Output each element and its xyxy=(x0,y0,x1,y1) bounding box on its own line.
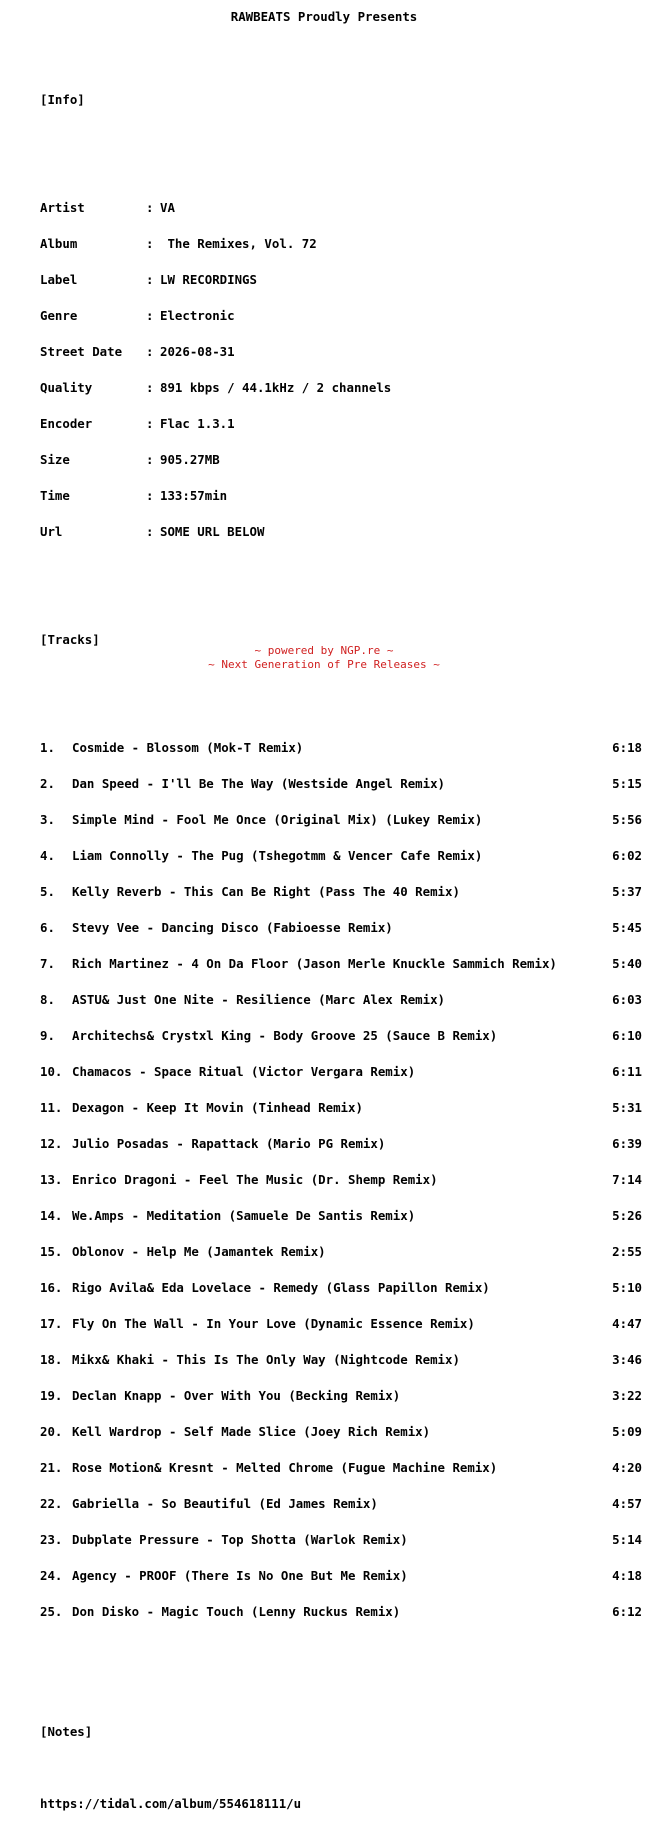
info-separator: : xyxy=(146,344,154,359)
track-row xyxy=(40,814,640,826)
track-length: 3:22 xyxy=(612,1388,642,1403)
info-key: Album xyxy=(40,236,78,251)
info-key: Genre xyxy=(40,308,78,323)
track-title: Chamacos - Space Ritual (Victor Vergara Remix) xyxy=(72,1064,416,1079)
track-length: 6:12 xyxy=(612,1604,642,1619)
track-length: 4:57 xyxy=(612,1496,642,1511)
notes-link[interactable]: https://tidal.com/album/554618111/u xyxy=(40,1796,302,1811)
info-row-encoder xyxy=(40,418,640,430)
track-number: 9. xyxy=(40,1028,55,1043)
track-length: 5:09 xyxy=(612,1424,642,1439)
track-number: 25. xyxy=(40,1604,63,1619)
footer-powered-by: ~ powered by NGP.re ~ xyxy=(254,644,394,657)
track-title: Fly On The Wall - In Your Love (Dynamic Essence Remix) xyxy=(72,1316,475,1331)
track-length: 2:55 xyxy=(612,1244,642,1259)
track-row xyxy=(40,1138,640,1150)
track-length: 6:18 xyxy=(612,740,642,755)
track-title: Oblonov - Help Me (Jamantek Remix) xyxy=(72,1244,326,1259)
info-heading: [Info] xyxy=(40,92,85,107)
track-length: 5:14 xyxy=(612,1532,642,1547)
info-key: Time xyxy=(40,488,70,503)
track-title: Kelly Reverb - This Can Be Right (Pass The 40 Remix) xyxy=(72,884,460,899)
track-row xyxy=(40,778,640,790)
info-value: 891 kbps / 44.1kHz / 2 channels xyxy=(160,380,392,395)
info-key: Encoder xyxy=(40,416,93,431)
track-length: 6:02 xyxy=(612,848,642,863)
track-length: 5:37 xyxy=(612,884,642,899)
track-row xyxy=(40,1390,640,1402)
track-title: Julio Posadas - Rapattack (Mario PG Remix) xyxy=(72,1136,386,1151)
track-row xyxy=(40,1462,640,1474)
footer-tagline: ~ Next Generation of Pre Releases ~ xyxy=(208,658,440,671)
track-title: Rigo Avila& Eda Lovelace - Remedy (Glass Papillon Remix) xyxy=(72,1280,490,1295)
info-value: VA xyxy=(160,200,175,215)
info-separator: : xyxy=(146,272,154,287)
track-title: Gabriella - So Beautiful (Ed James Remix) xyxy=(72,1496,378,1511)
info-key: Artist xyxy=(40,200,85,215)
track-number: 14. xyxy=(40,1208,63,1223)
info-key: Url xyxy=(40,524,63,539)
track-number: 3. xyxy=(40,812,55,827)
track-number: 19. xyxy=(40,1388,63,1403)
info-value: 133:57min xyxy=(160,488,228,503)
track-title: Rose Motion& Kresnt - Melted Chrome (Fugue Machine Remix) xyxy=(72,1460,498,1475)
info-key: Label xyxy=(40,272,78,287)
nfo-document xyxy=(40,10,640,1822)
track-length: 3:46 xyxy=(612,1352,642,1367)
track-length: 5:10 xyxy=(612,1280,642,1295)
track-number: 12. xyxy=(40,1136,63,1151)
track-row xyxy=(40,1498,640,1510)
track-title: ASTU& Just One Nite - Resilience (Marc Alex Remix) xyxy=(72,992,445,1007)
track-length: 5:26 xyxy=(612,1208,642,1223)
track-length: 6:11 xyxy=(612,1064,642,1079)
track-length: 5:15 xyxy=(612,776,642,791)
track-length: 6:10 xyxy=(612,1028,642,1043)
info-value: LW RECORDINGS xyxy=(160,272,257,287)
info-separator: : xyxy=(146,524,154,539)
track-length: 4:18 xyxy=(612,1568,642,1583)
info-separator: : xyxy=(146,200,154,215)
track-row xyxy=(40,1030,640,1042)
track-title: Declan Knapp - Over With You (Becking Remix) xyxy=(72,1388,401,1403)
track-number: 24. xyxy=(40,1568,63,1583)
info-key: Street Date xyxy=(40,344,123,359)
track-row xyxy=(40,1534,640,1546)
track-number: 20. xyxy=(40,1424,63,1439)
track-title: Dexagon - Keep It Movin (Tinhead Remix) xyxy=(72,1100,363,1115)
info-separator: : xyxy=(146,308,154,323)
track-number: 17. xyxy=(40,1316,63,1331)
info-separator: : xyxy=(146,236,154,251)
info-value: 2026-08-31 xyxy=(160,344,235,359)
track-number: 4. xyxy=(40,848,55,863)
track-title: Simple Mind - Fool Me Once (Original Mix) (Lukey Remix) xyxy=(72,812,483,827)
page-title: RAWBEATS Proudly Presents xyxy=(230,9,418,24)
info-key: Size xyxy=(40,452,70,467)
track-title: Stevy Vee - Dancing Disco (Fabioesse Remix) xyxy=(72,920,393,935)
track-title: Don Disko - Magic Touch (Lenny Ruckus Remix) xyxy=(72,1604,401,1619)
info-value: Electronic xyxy=(160,308,235,323)
info-row-artist xyxy=(40,202,640,214)
track-number: 7. xyxy=(40,956,55,971)
track-row xyxy=(40,1066,640,1078)
track-title: Cosmide - Blossom (Mok-T Remix) xyxy=(72,740,304,755)
track-number: 2. xyxy=(40,776,55,791)
info-row-size xyxy=(40,454,640,466)
info-separator: : xyxy=(146,452,154,467)
info-separator: : xyxy=(146,488,154,503)
track-row xyxy=(40,742,640,754)
track-row xyxy=(40,1570,640,1582)
track-title: Dubplate Pressure - Top Shotta (Warlok Remix) xyxy=(72,1532,408,1547)
track-row xyxy=(40,1318,640,1330)
track-row xyxy=(40,958,640,970)
track-title: Liam Connolly - The Pug (Tshegotmm & Vencer Cafe Remix) xyxy=(72,848,483,863)
info-row-quality xyxy=(40,382,640,394)
track-title: Mikx& Khaki - This Is The Only Way (Nightcode Remix) xyxy=(72,1352,460,1367)
track-row xyxy=(40,1174,640,1186)
track-title: We.Amps - Meditation (Samuele De Santis Remix) xyxy=(72,1208,416,1223)
track-title: Dan Speed - I'll Be The Way (Westside Angel Remix) xyxy=(72,776,445,791)
track-number: 8. xyxy=(40,992,55,1007)
track-number: 10. xyxy=(40,1064,63,1079)
track-number: 15. xyxy=(40,1244,63,1259)
track-title: Rich Martinez - 4 On Da Floor (Jason Merle Knuckle Sammich Remix) xyxy=(72,956,557,971)
track-number: 11. xyxy=(40,1100,63,1115)
track-row xyxy=(40,1246,640,1258)
track-row xyxy=(40,1210,640,1222)
info-row-url xyxy=(40,526,640,538)
info-value: The Remixes, Vol. 72 xyxy=(160,236,317,251)
track-title: Enrico Dragoni - Feel The Music (Dr. Shemp Remix) xyxy=(72,1172,438,1187)
info-row-label xyxy=(40,274,640,286)
track-length: 7:14 xyxy=(612,1172,642,1187)
notes-heading: [Notes] xyxy=(40,1724,93,1739)
info-row-time xyxy=(40,490,640,502)
info-separator: : xyxy=(146,416,154,431)
track-row xyxy=(40,1606,640,1618)
info-row-street-date xyxy=(40,346,640,358)
track-row xyxy=(40,886,640,898)
track-row xyxy=(40,922,640,934)
info-row-genre xyxy=(40,310,640,322)
track-list xyxy=(40,718,640,1642)
track-row xyxy=(40,1282,640,1294)
track-length: 6:39 xyxy=(612,1136,642,1151)
track-title: Kell Wardrop - Self Made Slice (Joey Rich Remix) xyxy=(72,1424,431,1439)
track-length: 5:56 xyxy=(612,812,642,827)
info-table xyxy=(40,178,640,562)
track-number: 6. xyxy=(40,920,55,935)
track-row xyxy=(40,994,640,1006)
track-row xyxy=(40,1354,640,1366)
info-value: Flac 1.3.1 xyxy=(160,416,235,431)
track-length: 6:03 xyxy=(612,992,642,1007)
track-length: 4:20 xyxy=(612,1460,642,1475)
track-length: 5:31 xyxy=(612,1100,642,1115)
track-number: 22. xyxy=(40,1496,63,1511)
track-number: 5. xyxy=(40,884,55,899)
track-row xyxy=(40,1102,640,1114)
info-value: 905.27MB xyxy=(160,452,220,467)
track-number: 23. xyxy=(40,1532,63,1547)
info-key: Quality xyxy=(40,380,93,395)
track-row xyxy=(40,850,640,862)
track-length: 5:40 xyxy=(612,956,642,971)
track-title: Agency - PROOF (There Is No One But Me Remix) xyxy=(72,1568,408,1583)
track-title: Architechs& Crystxl King - Body Groove 25 (Sauce B Remix) xyxy=(72,1028,498,1043)
track-number: 16. xyxy=(40,1280,63,1295)
track-length: 5:45 xyxy=(612,920,642,935)
info-separator: : xyxy=(146,380,154,395)
track-number: 13. xyxy=(40,1172,63,1187)
track-number: 21. xyxy=(40,1460,63,1475)
tracks-heading: [Tracks] xyxy=(40,632,100,647)
track-number: 18. xyxy=(40,1352,63,1367)
track-number: 1. xyxy=(40,740,55,755)
info-row-album xyxy=(40,238,640,250)
track-length: 4:47 xyxy=(612,1316,642,1331)
info-value: SOME URL BELOW xyxy=(160,524,265,539)
track-row xyxy=(40,1426,640,1438)
